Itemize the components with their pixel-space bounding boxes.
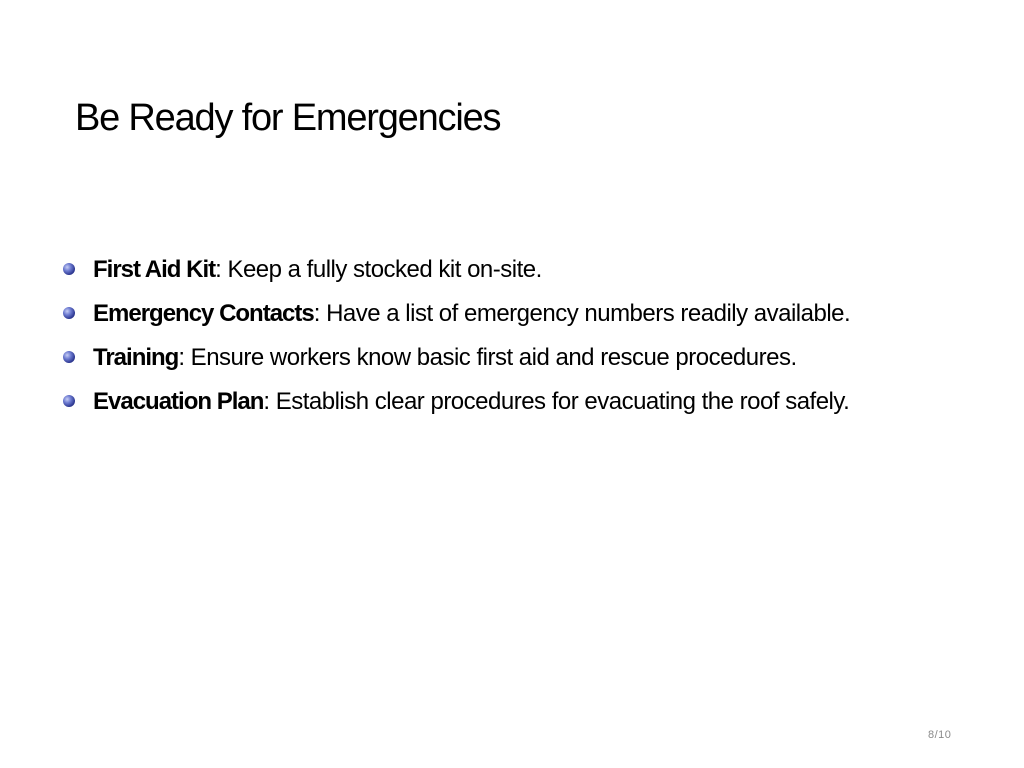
bullet-text: : Establish clear procedures for evacuating the roof safely. [263,388,850,415]
bullet-dot-icon [63,351,75,363]
bullet-dot-icon [63,307,75,319]
bullet-dot-icon [63,263,75,275]
bullet-term: Training [93,344,179,371]
bullet-item-evacuation-plan [60,382,1000,421]
slide-title: Be Ready for Emergencies [75,97,501,139]
bullet-text: : Keep a fully stocked kit on-site. [215,256,542,283]
bullet-dot-icon [63,395,75,407]
bullet-text: : Have a list of emergency numbers readily available. [313,300,851,327]
bullet-list [60,250,1000,426]
bullet-text: : Ensure workers know basic first aid and rescue procedures. [178,344,797,371]
bullet-item-first-aid-kit [60,250,1000,289]
bullet-item-emergency-contacts [60,294,1000,333]
bullet-item-training [60,338,1000,377]
bullet-term: Evacuation Plan [93,388,264,415]
bullet-term: First Aid Kit [93,256,216,283]
page-number: 8/10 [928,729,952,741]
bullet-term: Emergency Contacts [93,300,314,327]
